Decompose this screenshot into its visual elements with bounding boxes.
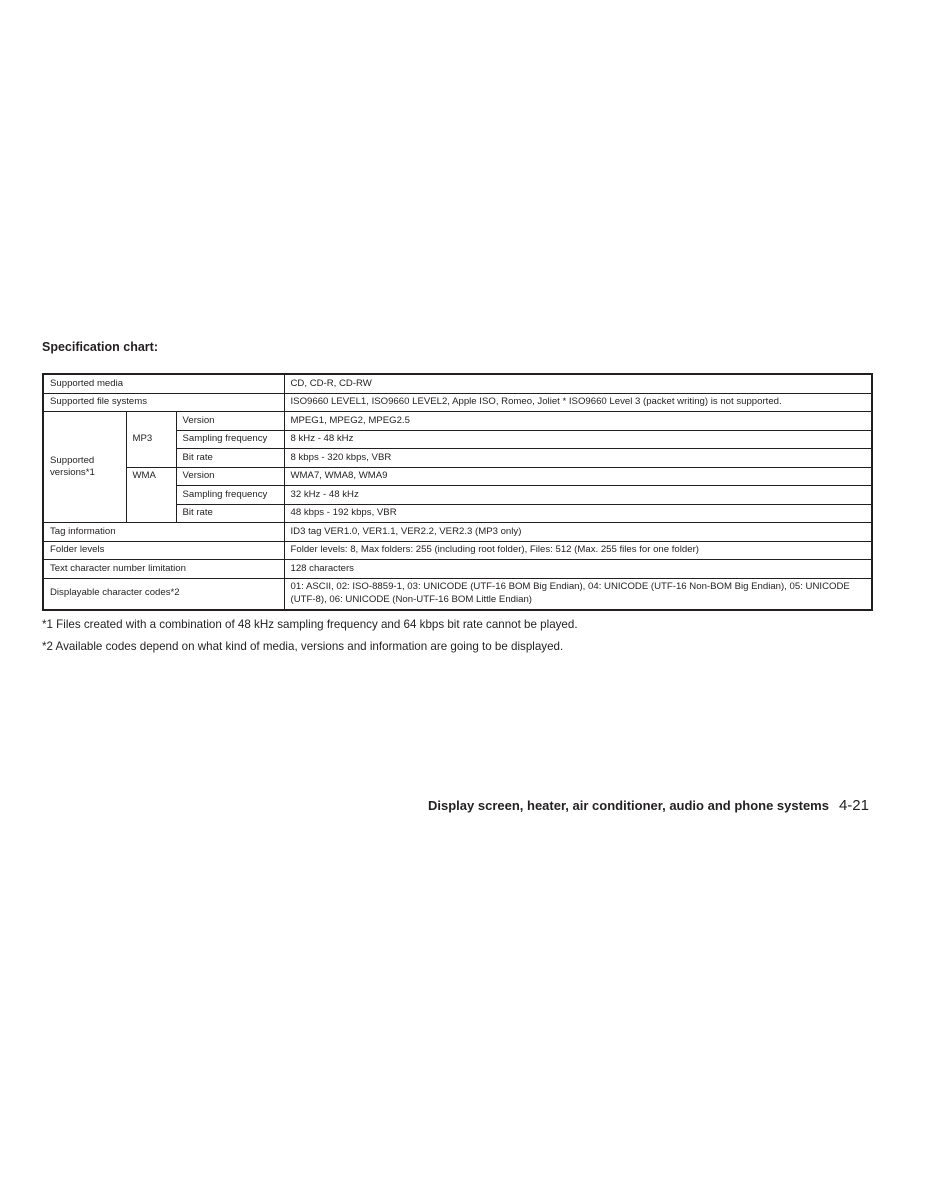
attribute-label: Sampling frequency (176, 430, 284, 449)
row-value: ID3 tag VER1.0, VER1.1, VER2.2, VER2.3 (MP3 only) (284, 523, 872, 542)
page-footer (428, 797, 869, 814)
supported-versions-label-line2: versions*1 (50, 467, 95, 478)
attribute-value: 8 kbps - 320 kbps, VBR (284, 449, 872, 468)
row-label: Supported file systems (43, 393, 284, 412)
footnote-1: *1 Files created with a combination of 48 kHz sampling frequency and 64 kbps bit rate cannot be played. (42, 618, 578, 631)
attribute-value: 32 kHz - 48 kHz (284, 486, 872, 505)
table-row-supported-file-systems (43, 393, 872, 412)
row-value: ISO9660 LEVEL1, ISO9660 LEVEL2, Apple ISO, Romeo, Joliet * ISO9660 Level 3 (packet writing) is not supported. (284, 393, 872, 412)
attribute-value: 48 kbps - 192 kbps, VBR (284, 504, 872, 523)
row-label: Text character number limitation (43, 560, 284, 579)
table-row-mp3-version (43, 412, 872, 431)
attribute-value: MPEG1, MPEG2, MPEG2.5 (284, 412, 872, 431)
attribute-label: Version (176, 467, 284, 486)
row-value: 128 characters (284, 560, 872, 579)
format-label-mp3: MP3 (126, 412, 176, 468)
attribute-label: Sampling frequency (176, 486, 284, 505)
table-row-tag-information (43, 523, 872, 542)
attribute-label: Bit rate (176, 449, 284, 468)
table-row-folder-levels (43, 541, 872, 560)
format-label-wma: WMA (126, 467, 176, 523)
specification-table (42, 373, 873, 611)
table-row-wma-version (43, 467, 872, 486)
row-label: Supported media (43, 374, 284, 393)
footer-section-title: Display screen, heater, air conditioner, audio and phone systems (428, 798, 829, 813)
row-label: Displayable character codes*2 (43, 578, 284, 610)
row-label: Tag information (43, 523, 284, 542)
row-label: Folder levels (43, 541, 284, 560)
table-row-supported-media (43, 374, 872, 393)
table-row-displayable-codes (43, 578, 872, 610)
attribute-value: WMA7, WMA8, WMA9 (284, 467, 872, 486)
attribute-label: Bit rate (176, 504, 284, 523)
row-value: Folder levels: 8, Max folders: 255 (including root folder), Files: 512 (Max. 255 files for one folder) (284, 541, 872, 560)
footnote-2: *2 Available codes depend on what kind of media, versions and information are going to be displayed. (42, 640, 564, 653)
page-number: 4-21 (838, 797, 869, 814)
attribute-label: Version (176, 412, 284, 431)
table-row-text-character-limit (43, 560, 872, 579)
page-heading: Specification chart: (42, 340, 158, 354)
supported-versions-label (43, 412, 126, 523)
attribute-value: 8 kHz - 48 kHz (284, 430, 872, 449)
row-value: CD, CD-R, CD-RW (284, 374, 872, 393)
supported-versions-label-line1: Supported (50, 454, 95, 466)
row-value: 01: ASCII, 02: ISO-8859-1, 03: UNICODE (UTF-16 BOM Big Endian), 04: UNICODE (UTF-16 Non-BOM Big Endian), 05: UNICODE (UTF-8), 06: UNICODE (Non-UTF-16 BOM Little Endian) (284, 578, 872, 610)
